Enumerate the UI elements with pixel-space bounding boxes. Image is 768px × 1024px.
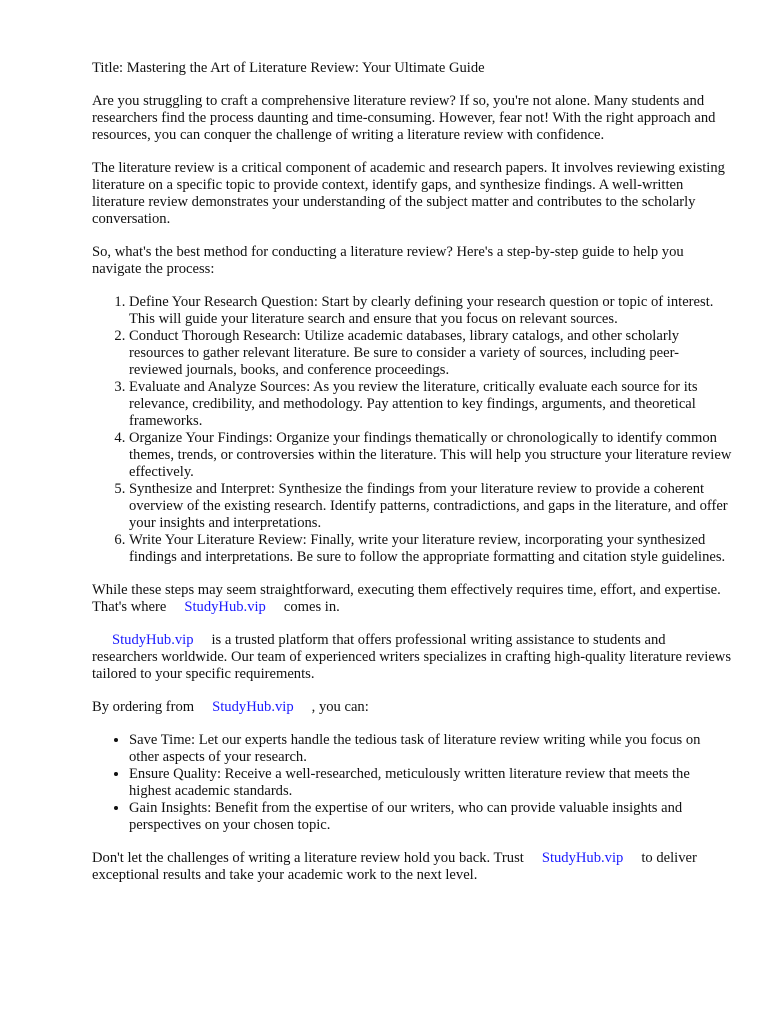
studyhub-link[interactable]: StudyHub.vip: [184, 599, 266, 615]
studyhub-link[interactable]: StudyHub.vip: [541, 850, 624, 866]
platform-paragraph: [92, 632, 732, 683]
step-item: 6. Write Your Literature Review: Finally, write your literature review, incorporating your synthesized findings and interpretations. Be sure to follow the appropriate formatting and citation style guidelines.: [129, 532, 732, 566]
steps-list: [92, 294, 732, 566]
intro-paragraph: Are you struggling to craft a comprehensive literature review? If so, you're not alone. Many students and researchers find the process daunting and time-consuming. However, fear not! With the right approach and resources, you can conquer the challenge of writing a literature review with confidence.: [92, 93, 716, 143]
ordering-text-after: , you can:: [311, 699, 369, 715]
ordering-text-before: By ordering from: [92, 699, 195, 715]
step-item: 3. Evaluate and Analyze Sources: As you review the literature, critically evaluate each source for its relevance, credibility, and methodology. Pay attention to key findings, arguments, and theoretical frameworks.: [129, 379, 732, 430]
step-item: 2. Conduct Thorough Research: Utilize academic databases, library catalogs, and other scholarly resources to gather relevant literature. Be sure to consider a variety of sources, including peer-reviewed journals, books, and conference proceedings.: [129, 328, 732, 379]
closing-text-after: to deliver exceptional results and take your academic work to the next level.: [92, 850, 697, 883]
step-item: 4. Organize Your Findings: Organize your findings thematically or chronologically to identify common themes, trends, or controversies within the literature. This will help you structure your literature review effectively.: [129, 430, 732, 481]
transition-paragraph: [92, 582, 732, 616]
document-page: [92, 60, 732, 900]
closing-paragraph: [92, 850, 732, 884]
step-item: 1. Define Your Research Question: Start by clearly defining your research question or topic of interest. This will guide your literature search and ensure that you focus on relevant sources.: [129, 294, 732, 328]
benefit-item: • Ensure Quality: Receive a well-researched, meticulously written literature review that meets the highest academic standards.: [129, 766, 732, 800]
platform-description: is a trusted platform that offers professional writing assistance to students and researchers worldwide. Our team of experienced writers specializes in crafting high-quality literature reviews tailored to your specific requirements.: [92, 632, 732, 682]
studyhub-link[interactable]: StudyHub.vip: [112, 632, 194, 648]
closing-text-before: Don't let the challenges of writing a literature review hold you back. Trust: [92, 850, 524, 866]
step-item: 5. Synthesize and Interpret: Synthesize the findings from your literature review to provide a coherent overview of the existing research. Identify patterns, contradictions, and gaps in the literature, and offer your insights and interpretations.: [129, 481, 732, 532]
lead-in-paragraph: So, what's the best method for conducting a literature review? Here's a step-by-step guide to help you navigate the process:: [92, 244, 684, 277]
ordering-paragraph: [92, 699, 732, 716]
context-paragraph: The literature review is a critical component of academic and research papers. It involves reviewing existing literature on a specific topic to provide context, identify gaps, and synthesize findings. A well-written literature review demonstrates your understanding of the subject matter and contributes to the scholarly conversation.: [92, 160, 725, 227]
transition-text-after: comes in.: [283, 599, 340, 615]
benefits-list: [92, 732, 732, 834]
transition-text-before: While these steps may seem straightforward, executing them effectively requires time, effort, and expertise. That's where: [92, 582, 721, 615]
benefit-item: • Gain Insights: Benefit from the expertise of our writers, who can provide valuable insights and perspectives on your chosen topic.: [129, 800, 732, 834]
studyhub-link[interactable]: StudyHub.vip: [212, 699, 294, 715]
document-title: Title: Mastering the Art of Literature Review: Your Ultimate Guide: [92, 60, 485, 76]
benefit-item: • Save Time: Let our experts handle the tedious task of literature review writing while you focus on other aspects of your research.: [129, 732, 732, 766]
